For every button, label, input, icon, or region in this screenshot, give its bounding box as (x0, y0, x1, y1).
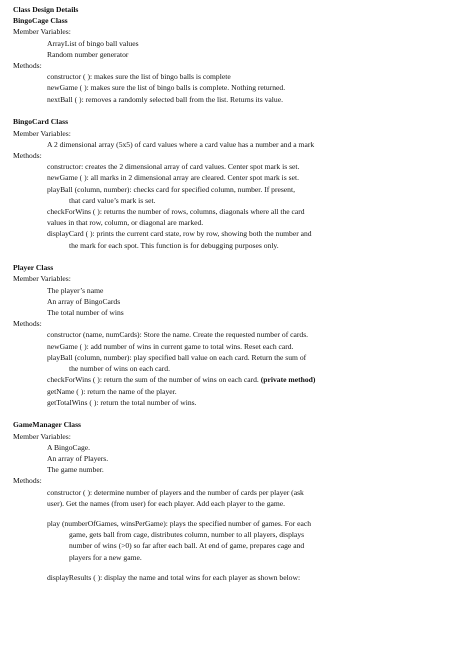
bingocard-method-3: playBall (column, number): checks card for specified column, number. If present, (47, 184, 295, 194)
gamemanager-var-3: The game number. (47, 465, 104, 475)
gamemanager-method-1-cont: user). Get the names (from user) for each player. Add each player to the game. (47, 498, 286, 508)
bingocard-methods-label: Methods: (13, 150, 42, 160)
bingocard-method-5-cont: the mark for each spot. This function is for debugging purposes only. (69, 240, 279, 250)
gamemanager-var-2: An array of Players. (47, 454, 109, 464)
private-method-note: (private method) (260, 375, 316, 385)
bingocage-var-2: Random number generator (47, 49, 129, 59)
player-method-2: newGame ( ): add number of wins in current game to total wins. Reset each card. (47, 341, 294, 351)
gamemanager-method-2-cont-2: number of wins (>0) so far after each ball. At end of game, prepares cage and (69, 541, 305, 551)
player-method-3-cont: the number of wins on each card. (69, 364, 171, 374)
player-method-5: getName ( ): return the name of the player. (47, 386, 177, 396)
gamemanager-vars-label: Member Variables: (13, 431, 71, 441)
bingocard-vars-label: Member Variables: (13, 128, 71, 138)
bingocage-methods-label: Methods: (13, 61, 42, 71)
bingocage-method-2: newGame ( ): makes sure the list of bingo balls is complete. Nothing returned. (47, 83, 286, 93)
gamemanager-methods-label: Methods: (13, 476, 42, 486)
bingocage-method-1: constructor ( ): makes sure the list of bingo balls is complete (47, 72, 231, 82)
bingocard-method-4-cont: values in that row, column, or diagonal are marked. (47, 218, 204, 228)
bingocage-method-3: nextBall ( ): removes a randomly selected ball from the list. Returns its value. (47, 94, 283, 104)
bingocard-var-1: A 2 dimensional array (5x5) of card values where a card value has a number and a mark (47, 139, 315, 149)
document-title: Class Design Details (13, 5, 79, 14)
bingocage-var-1: ArrayList of bingo ball values (47, 38, 139, 48)
bingocage-vars-label: Member Variables: (13, 27, 71, 37)
player-var-2: An array of BingoCards (47, 296, 121, 306)
gamemanager-method-2-cont-1: game, gets ball from cage, distributes column, number to all players, displays (69, 530, 305, 540)
gamemanager-method-1: constructor ( ): determine number of players and the number of cards per player (ask (47, 487, 304, 497)
section-spacer (13, 251, 454, 263)
player-vars-label: Member Variables: (13, 274, 71, 284)
gamemanager-heading: GameManager Class (13, 420, 81, 430)
paragraph-spacer (13, 509, 454, 518)
player-method-1: constructor (name, numCards): Store the name. Create the requested number of cards. (47, 330, 309, 340)
bingocage-heading: BingoCage Class (13, 16, 68, 26)
section-spacer (13, 408, 454, 420)
player-var-3: The total number of wins (47, 308, 124, 318)
bingocard-method-2: newGame ( ): all marks in 2 dimensional array are cleared. Center spot mark is set. (47, 173, 299, 183)
player-var-1: The player’s name (47, 285, 104, 295)
gamemanager-method-2-cont-3: players for a new game. (69, 552, 142, 562)
player-method-6: getTotalWins ( ): return the total number of wins. (47, 397, 197, 407)
gamemanager-var-1: A BingoCage. (47, 442, 91, 452)
player-heading: Player Class (13, 263, 54, 273)
player-methods-label: Methods: (13, 319, 42, 329)
player-method-4 (13, 374, 454, 385)
bingocard-heading: BingoCard Class (13, 117, 69, 127)
bingocard-method-4: checkForWins ( ): returns the number of rows, columns, diagonals where all the card (47, 206, 305, 216)
gamemanager-method-3: displayResults ( ): display the name and total wins for each player as shown below: (47, 572, 301, 582)
bingocard-method-3-cont: that card value’s mark is set. (69, 195, 156, 205)
bingocard-method-5: displayCard ( ): prints the current card state, row by row, showing both the number and (47, 229, 312, 239)
paragraph-spacer (13, 563, 454, 572)
gamemanager-method-2: play (numberOfGames, winsPerGame): plays the specified number of games. For each (47, 519, 312, 529)
bingocard-method-1: constructor: creates the 2 dimensional array of card values. Center spot mark is set. (47, 162, 300, 172)
player-method-4-text: checkForWins ( ): return the sum of the number of wins on each card. (47, 375, 259, 385)
player-method-3: playBall (column, number): play specified ball value on each card. Return the sum of (47, 352, 307, 362)
section-spacer (13, 105, 454, 117)
